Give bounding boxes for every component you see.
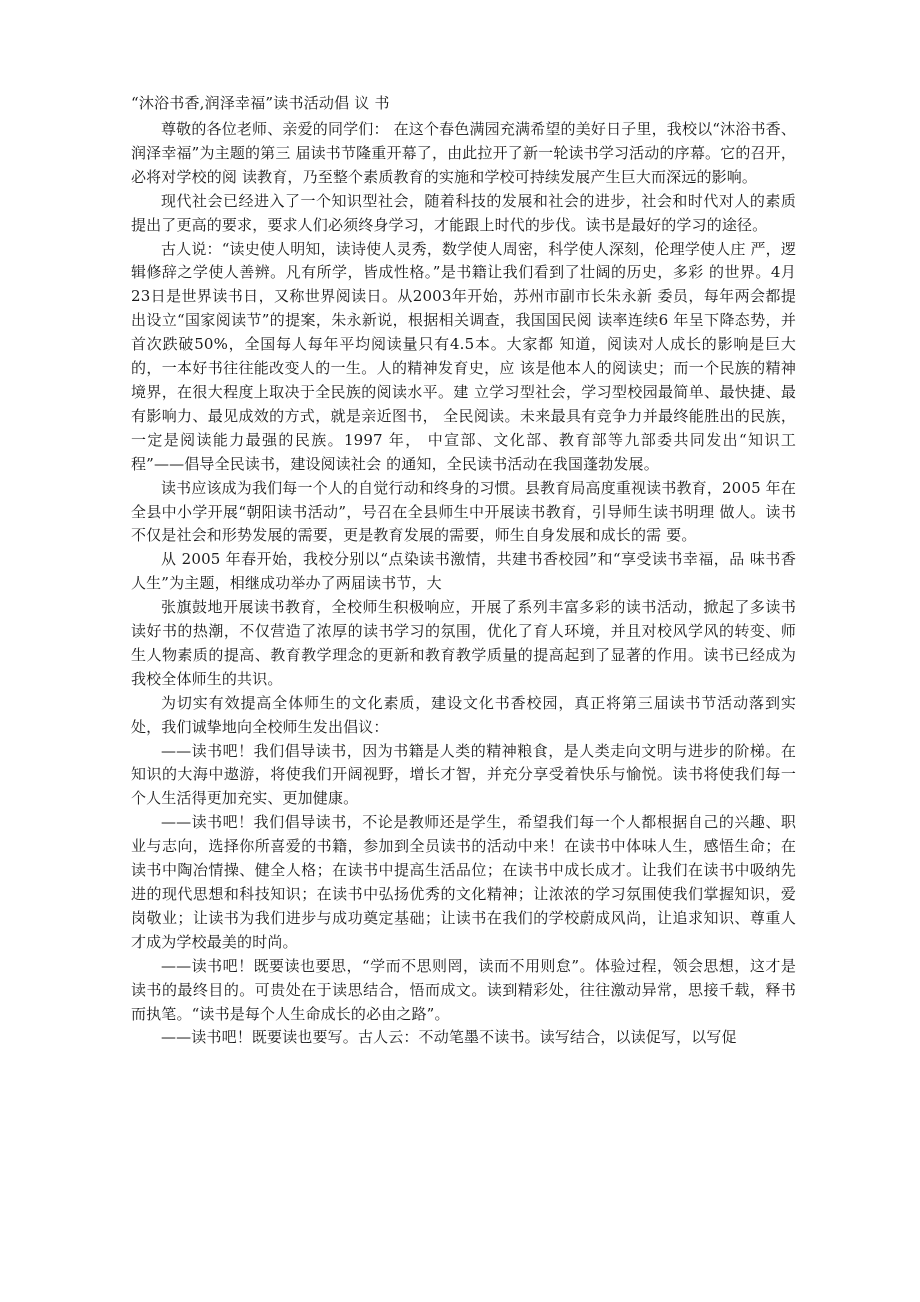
paragraph-activities: 张旗鼓地开展读书教育，全校师生积极响应，开展了系列丰富多彩的读书活动，掀起了多读书读好书的热潮，不仅营造了浓厚的读书学习的氛围，优化了育人环境，并且对校风学风的转变、师生人物素质的提高、教育教学理念的更新和教育教学质量的提高起到了显著的作用。读书已经成为我校全体师生的共识。 — [131, 598, 796, 688]
paragraph-ancients-said: 古人说：“读史使人明知，读诗使人灵秀，数学使人周密，科学使人深刻，伦理学使人庄 严，逻辑修辞之学使人善辨。凡有所学，皆成性格。”是书籍让我们看到了壮阔的历史，多彩 的世界。4月 23日是世界读书日，又称世界阅读日。从2003年开始，苏州市副市长朱永新 委员，每年两会都提出设立“国家阅读节”的提案，朱永新说，根据相关调查，我国国民阅 读率连续6 年呈下降态势，并首次跌破50%，全国每人每年平均阅读量只有4.5本。大家都 知道，阅读对人成长的影响是巨大的，一本好书往往能改变人的一生。人的精神发育史，应 该是他本人的阅读史；而一个民族的精神境界，在很大程度上取决于全民族的阅读水平。建 立学习型社会，学习型校园最简单、最快捷、最有影响力、最见成效的方式，就是亲近图书， 全民阅读。未来最具有竞争力并最终能胜出的民族，一定是阅读能力最强的民族。1997 年， 中宣部、文化部、教育部等九部委共同发出“知识工程”——倡导全民读书，建设阅读社会 的通知，全民读书活动在我国蓬勃发展。 — [131, 239, 796, 473]
paragraph-proposal-intro: 为切实有效提高全体师生的文化素质，建设文化书香校园，真正将第三届读书节活动落到实处，我们诚挚地向全校师生发出倡议： — [131, 693, 796, 736]
paragraph-since-2005: 从 2005 年春开始，我校分别以“点染读书激情，共建书香校园”和“享受读书幸福，品 味书香人生”为主题，相继成功举办了两届读书节，大 — [131, 550, 796, 593]
paragraph-proposal-4: ——读书吧！既要读也要写。古人云：不动笔墨不读书。读写结合，以读促写，以写促 — [161, 1028, 737, 1047]
paragraph-proposal-2: ——读书吧！我们倡导读书，不论是教师还是学生，希望我们每一个人都根据自己的兴趣、职业与志向，选择你所喜爱的书籍，参加到全员读书的活动中来！在读书中体味人生，感悟生命；在读书中陶冶情操、健全人格；在读书中提高生活品位；在读书中成长成才。让我们在读书中吸纳先进的现代思想和科技知识；在读书中弘扬优秀的文化精神；让浓浓的学习氛围使我们掌握知识，爱岗敬业；让读书为我们进步与成功奠定基础；让读书在我们的学校蔚成风尚，让追求知识、尊重人才成为学校最美的时尚。 — [131, 813, 796, 951]
paragraph-proposal-3: ——读书吧！既要读也要思，“学而不思则罔，读而不用则怠”。体验过程，领会思想，这才是读书的最终目的。可贵处在于读思结合，悟而成文。读到精彩处，往往激动异常，思接千载，释书而执笔。“读书是每个人生命成长的必由之路”。 — [131, 956, 796, 1023]
paragraph-greeting: 尊敬的各位老师、亲爱的同学们： 在这个春色满园充满希望的美好日子里，我校以“沐浴书香、润泽幸福”为主题的第三 届读书节隆重开幕了，由此拉开了新一轮读书学习活动的序幕。它的召开，必将对学校的阅 读教育，乃至整个素质教育的实施和学校可持续发展产生巨大而深远的影响。 — [131, 120, 796, 186]
document-title: “沐浴书香,润泽幸福”读书活动倡 议 书 — [131, 94, 390, 112]
paragraph-reading-habit: 读书应该成为我们每一个人的自觉行动和终身的习惯。县教育局高度重视读书教育，2005 年在全县中小学开展“朝阳读书活动”，号召在全县师生中开展读书教育，引导师生读书明理 做人。读书不仅是社会和形势发展的需要，更是教育发展的需要，师生自身发展和成长的需 要。 — [131, 478, 796, 545]
paragraph-proposal-1: ——读书吧！我们倡导读书，因为书籍是人类的精神粮食，是人类走向文明与进步的阶梯。在知识的大海中遨游，将使我们开阔视野，增长才智，并充分享受着快乐与愉悦。读书将使我们每一个人生活得更加充实、更加健康。 — [131, 741, 796, 808]
document-page — [131, 92, 796, 1050]
paragraph-modern-society: 现代社会已经进入了一个知识型社会，随着科技的发展和社会的进步，社会和时代对人的素质提出了更高的要求，要求人们必须终身学习，才能跟上时代的步伐。读书是最好的学习的途径。 — [131, 191, 796, 234]
